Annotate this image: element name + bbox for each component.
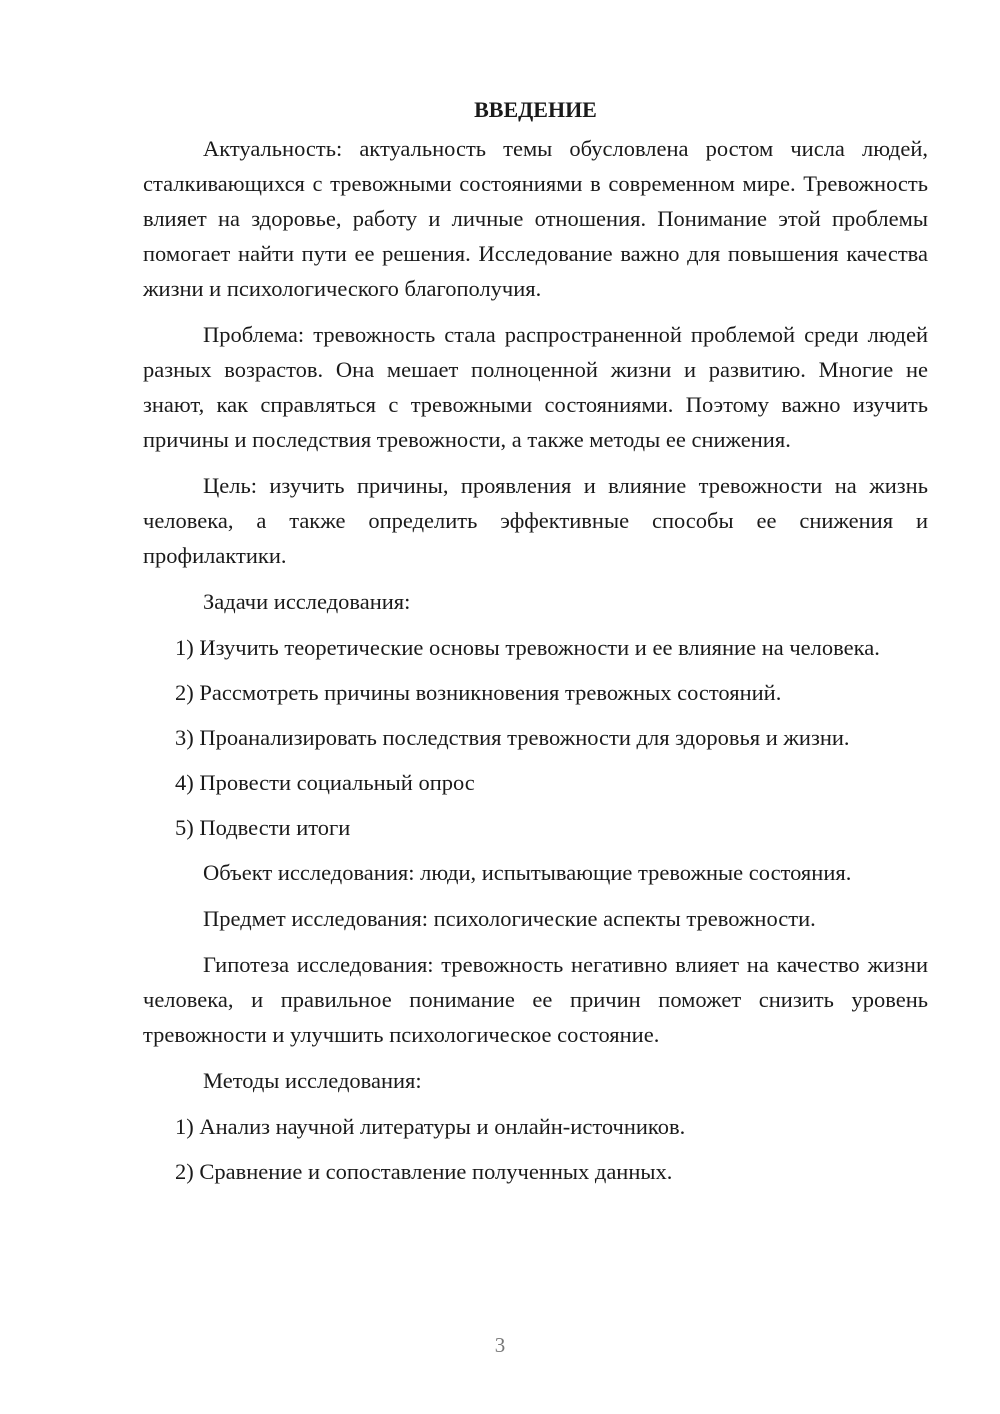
relevance-paragraph: Актуальность: актуальность темы обусловлена ростом числа людей, сталкивающихся с тревожными состояниями в современном мире. Тревожность влияет на здоровье, работу и личные отношения. Понимание этой проблемы помогает найти пути ее решения. Исследование важно для повышения качества жизни и психологического благополучия.: [143, 136, 928, 301]
page-number: 3: [494, 1333, 506, 1357]
task-item: 2) Рассмотреть причины возникновения тревожных состояний.: [175, 680, 782, 705]
page-title: ВВЕДЕНИЕ: [474, 97, 597, 122]
problem-paragraph: Проблема: тревожность стала распространенной проблемой среди людей разных возрастов. Она мешает полноценной жизни и развитию. Многие не знают, как справляться с тревожными состояниями. Поэтому важно изучить причины и последствия тревожности, а также методы ее снижения.: [143, 322, 928, 452]
methods-heading: Методы исследования:: [203, 1068, 422, 1093]
document-page: [143, 92, 928, 1199]
tasks-heading: Задачи исследования:: [203, 589, 411, 614]
goal-paragraph: Цель: изучить причины, проявления и влияние тревожности на жизнь человека, а также определить эффективные способы ее снижения и профилактики.: [143, 473, 928, 568]
object-paragraph: Объект исследования: люди, испытывающие тревожные состояния.: [203, 860, 852, 885]
method-item: 2) Сравнение и сопоставление полученных данных.: [175, 1159, 673, 1184]
task-item: 3) Проанализировать последствия тревожности для здоровья и жизни.: [175, 725, 850, 750]
task-item: 4) Провести социальный опрос: [175, 770, 475, 795]
task-item: 5) Подвести итоги: [175, 815, 351, 840]
task-item: 1) Изучить теоретические основы тревожности и ее влияние на человека.: [175, 635, 880, 660]
method-item: 1) Анализ научной литературы и онлайн-источников.: [175, 1114, 686, 1139]
hypothesis-paragraph: Гипотеза исследования: тревожность негативно влияет на качество жизни человека, и правильное понимание ее причин поможет снизить уровень тревожности и улучшить психологическое состояние.: [143, 952, 928, 1047]
subject-paragraph: Предмет исследования: психологические аспекты тревожности.: [203, 906, 816, 931]
